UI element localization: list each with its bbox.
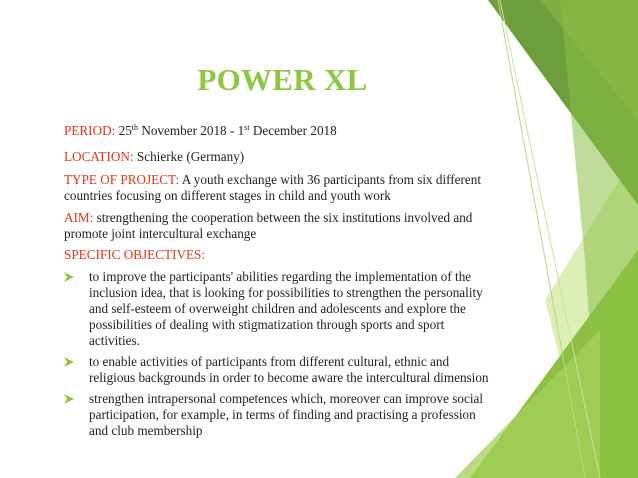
aim-line-2: promote joint intercultural exchange xyxy=(64,226,257,241)
objective-3-line-3: and club membership xyxy=(89,423,203,438)
period-line xyxy=(64,123,337,139)
period-label: PERIOD: xyxy=(64,123,116,138)
aim-line-1 xyxy=(64,210,472,226)
objective-1-line-3: and self-esteem of overweight children and adolescents and explore the xyxy=(89,301,466,316)
project-type-line-1 xyxy=(64,172,481,188)
period-sup-start: th xyxy=(131,123,139,132)
objective-1-line-2: inclusion idea, that is looking for possibilities to strengthen the personality xyxy=(89,285,483,300)
project-type-text-1: A youth exchange with 36 participants from six different xyxy=(181,172,482,187)
objective-1-line-1: to improve the participants' abilities regarding the implementation of the xyxy=(89,269,472,284)
aim-label: AIM: xyxy=(64,210,94,225)
arrow-bullet-icon xyxy=(63,356,75,368)
period-sup-end: st xyxy=(244,123,250,132)
objective-2-line-1: to enable activities of participants from different cultural, ethnic and xyxy=(89,354,450,369)
location-value: Schierke (Germany) xyxy=(136,149,245,164)
slide-title: POWER XL xyxy=(197,62,368,97)
objectives-label: SPECIFIC OBJECTIVES: xyxy=(64,247,206,262)
objective-1-line-5: activities. xyxy=(89,333,140,348)
location-label: LOCATION: xyxy=(64,149,134,164)
period-text-end: December 2018 xyxy=(252,123,337,138)
location-line xyxy=(64,149,244,165)
project-type-label: TYPE OF PROJECT: xyxy=(64,172,180,187)
objective-3-line-1: strengthen intrapersonal competences which, moreover can improve social xyxy=(89,391,484,406)
aim-text-1: strengthening the cooperation between the six institutions involved and xyxy=(96,210,473,225)
objective-2-line-2: religious backgrounds in order to become aware the intercultural dimension xyxy=(89,370,489,385)
period-text-start: November 2018 - 1 xyxy=(141,123,245,138)
arrow-bullet-icon xyxy=(63,393,75,405)
objective-1-line-4: possibilities of dealing with stigmatization through sports and sport xyxy=(89,317,445,332)
objective-3-line-2: participation, for example, in terms of finding and practising a profession xyxy=(89,407,476,422)
period-day-start: 25 xyxy=(118,123,132,138)
arrow-bullet-icon xyxy=(63,271,75,283)
project-type-line-2: countries focusing on different stages in child and youth work xyxy=(64,188,391,203)
